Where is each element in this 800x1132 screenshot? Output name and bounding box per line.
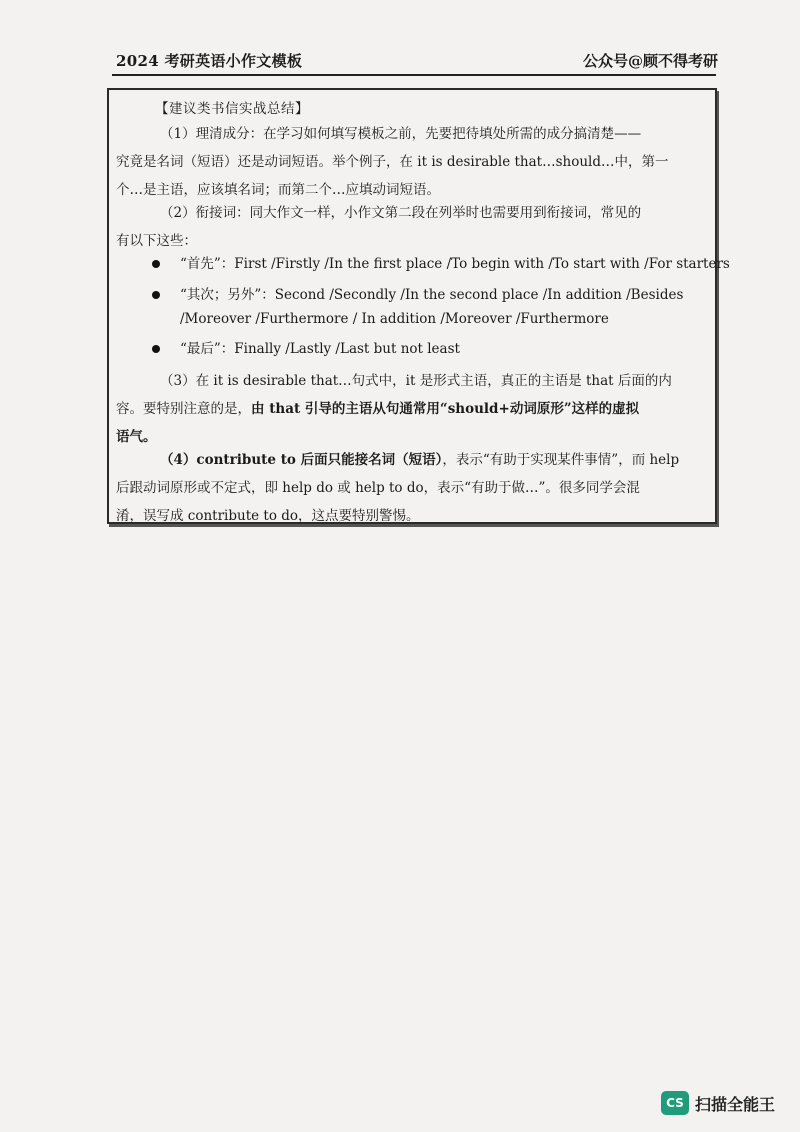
paragraph-2 [116, 199, 710, 255]
bullet-text: “其次；另外”：Second /Secondly /In the second place /In addition /Besides [180, 287, 684, 303]
paragraph-2-line-2: 有以下这些： [116, 233, 197, 249]
paragraph-3-line-1: （3）在 it is desirable that…句式中，it 是形式主语，真正的主语是 that 后面的内 [160, 373, 672, 389]
paragraph-1-line-1: （1）理清成分：在学习如何填写模板之前，先要把待填处所需的成分搞清楚—— [160, 126, 642, 142]
paragraph-1-line-3: 个…是主语，应该填名词；而第二个…应填动词短语。 [116, 182, 440, 198]
bullet-text: “最后”：Finally /Lastly /Last but not least [180, 341, 460, 357]
paragraph-4-line-1-rest: ，表示“有助于实现某件事情”，而 help [442, 452, 680, 468]
watermark-text: 扫描全能王 [695, 1095, 776, 1114]
bullet-text: “首先”：First /Firstly /In the first place /To begin with /To start with /For starters [180, 256, 730, 272]
header-title: 2024 考研英语小作文模板 [116, 52, 303, 70]
paragraph-3-emphasis: 由 that 引导的主语从句通常用“should+动词原形”这样的虚拟 [251, 401, 640, 417]
bullet-icon [152, 291, 160, 299]
paragraph-4-line-3: 淆，误写成 contribute to do，这点要特别警惕。 [116, 508, 420, 524]
paragraph-3-line-2 [116, 395, 710, 423]
bullet-icon [152, 260, 160, 268]
paragraph-1-line-2: 究竟是名词（短语）还是动词短语。举个例子，在 it is desirable that…should…中，第一 [116, 154, 669, 170]
paragraph-2-line-1: （2）衔接词：同大作文一样，小作文第二段在列举时也需要用到衔接词，常见的 [160, 205, 642, 221]
paragraph-3-emphasis-end: 语气。 [116, 429, 157, 445]
bullet-text-continued: /Moreover /Furthermore / In addition /Moreover /Furthermore [180, 311, 609, 327]
bullet-icon [152, 345, 160, 353]
box-title: 【建议类书信实战总结】 [155, 101, 309, 117]
paragraph-1 [116, 120, 710, 204]
header-account: 公众号@顾不得考研 [582, 52, 718, 70]
header-divider [112, 74, 716, 76]
paragraph-4 [116, 446, 710, 530]
camscanner-logo-icon: CS [661, 1091, 689, 1115]
paragraph-3-line-2-start: 容。要特别注意的是， [116, 401, 251, 417]
paragraph-4-emphasis: （4）contribute to 后面只能接名词（短语） [160, 452, 443, 468]
paragraph-3 [116, 367, 710, 451]
paragraph-4-line-1 [116, 446, 710, 474]
paragraph-4-line-2: 后跟动词原形或不定式，即 help do 或 help to do，表示“有助于做…”。很多同学会混 [116, 480, 640, 496]
